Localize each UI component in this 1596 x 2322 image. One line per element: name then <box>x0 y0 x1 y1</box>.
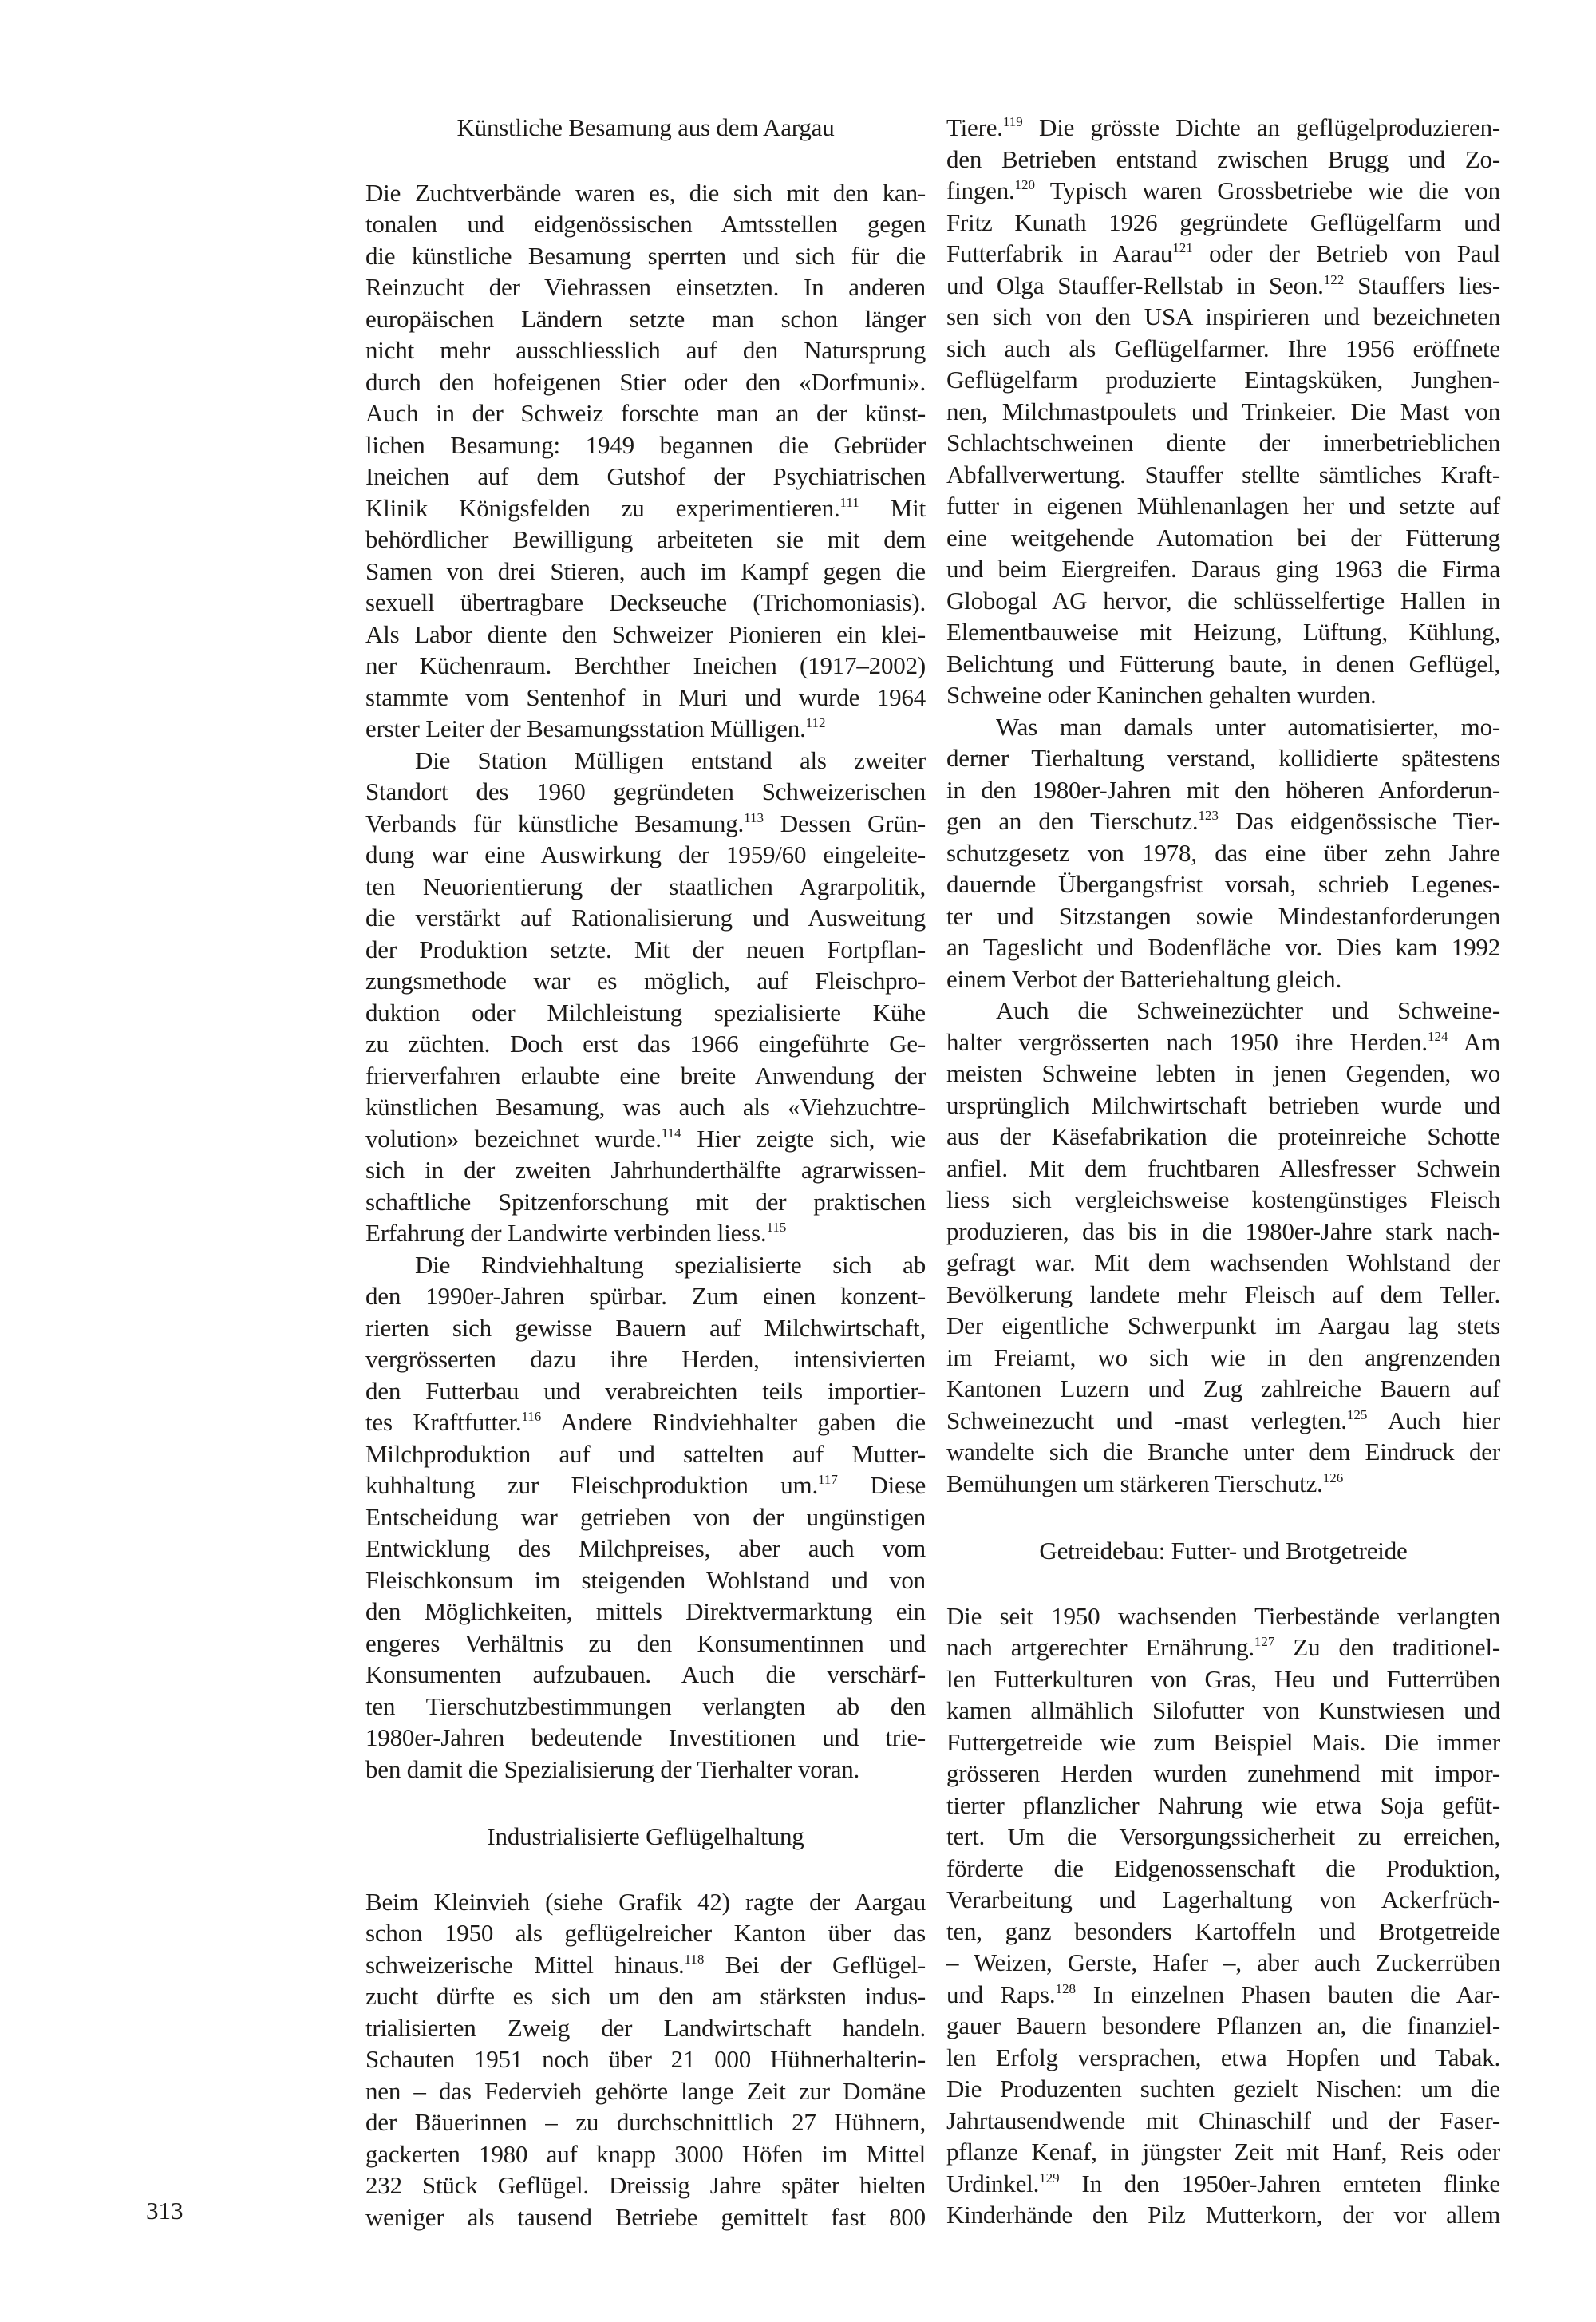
text-line: ten Neuorientierung der staatlichen Agrarpolitik, <box>365 872 926 900</box>
text-line: produzieren, das bis in die 1980er-Jahre stark nach- <box>946 1216 1500 1245</box>
footnote-ref: 123 <box>1198 808 1219 823</box>
text-line: Jahrtausendwende mit Chinaschilf und der Faser- <box>946 2106 1500 2134</box>
footnote-ref: 111 <box>839 494 859 510</box>
text-line: Schauten 1951 noch über 21 000 Hühnerhalterin- <box>365 2045 926 2073</box>
text-line: Was man damals unter automatisierter, mo- <box>996 712 1500 741</box>
text-line: Auch die Schweinezüchter und Schweine- <box>996 996 1500 1024</box>
text-line: liess sich vergleichsweise kostengünstiges Fleisch <box>946 1185 1500 1213</box>
text-line: volution» bezeichnet wurde.$^{114}$ Hier zeigte sich, wie <box>365 1124 926 1153</box>
text-line: Ineichen auf dem Gutshof der Psychiatrischen <box>365 462 926 490</box>
text-line: fingen.$^{120}$ Typisch waren Grossbetriebe wie die von <box>946 176 1500 204</box>
text-line: Futterfabrik in Aarau$^{121}$ oder der Betrieb von Paul <box>946 239 1501 267</box>
text-line: einem Verbot der Batteriehaltung gleich. <box>946 964 1342 993</box>
text-line: anfiel. Mit dem fruchtbaren Allesfresser Schwein <box>946 1153 1500 1182</box>
text-line: kuhhaltung zur Fleischproduktion um.$^{117}$ Diese <box>365 1471 926 1499</box>
text-line: vergrösserten dazu ihre Herden, intensivierten <box>365 1345 926 1373</box>
text-line: weniger als tausend Betriebe gemittelt fast 800 <box>365 2202 926 2231</box>
footnote-ref: 124 <box>1427 1028 1448 1044</box>
footnote-ref: 116 <box>521 1409 542 1424</box>
page-number: 313 <box>146 2197 184 2225</box>
text-line: ter und Sitzstangen sowie Mindestanforderungen <box>946 901 1500 930</box>
text-line: Auch in der Schweiz forschte man an der künst- <box>365 399 926 427</box>
text-line: pflanze Kenaf, in jüngster Zeit mit Hanf, Reis oder <box>946 2138 1500 2166</box>
text-line: sich auch als Geflügelfarmer. Ihre 1956 eröffnete <box>946 334 1500 362</box>
text-line: rierten sich gewisse Bauern auf Milchwirtschaft, <box>365 1313 926 1342</box>
text-line: wandelte sich die Branche unter dem Eindruck der <box>946 1438 1500 1466</box>
text-line: derner Tierhaltung verstand, kollidierte spätestens <box>946 744 1500 772</box>
text-line: Die Produzenten suchten gezielt Nischen: um die <box>946 2075 1500 2102</box>
text-line: und Olga Stauffer-Rellstab in Seon.$^{122}$ Stauffers lies- <box>946 271 1500 299</box>
text-line: Urdinkel.$^{129}$ In den 1950er-Jahren ernteten flinke <box>946 2169 1500 2197</box>
text-line: Die Station Mülligen entstand als zweiter <box>415 746 926 774</box>
text-line: sich in der zweiten Jahrhunderthälfte agrarwissen- <box>365 1156 926 1184</box>
text-line: Schlachtschweinen diente der innerbetrieblichen <box>946 429 1500 457</box>
text-line: durch den hofeigenen Stier oder den «Dorfmuni». <box>365 367 926 396</box>
text-line: Verbands für künstliche Besamung.$^{113}$ Dessen Grün- <box>365 809 926 837</box>
footnote-ref: 129 <box>1039 2170 1060 2186</box>
footnote-ref: 126 <box>1322 1470 1344 1485</box>
text-line: Standort des 1960 gegründeten Schweizerischen <box>365 777 926 805</box>
section-heading: Getreidebau: Futter- und Brotgetreide <box>1039 1537 1408 1564</box>
footnote-ref: 119 <box>1002 114 1023 129</box>
text-line: Reinzucht der Viehrassen einsetzten. In anderen <box>365 273 926 301</box>
text-line: tonalen und eidgenössischen Amtsstellen gegen <box>365 210 926 238</box>
footnote-ref: 127 <box>1254 1634 1275 1649</box>
text-line: ner Küchenraum. Berchther Ineichen (1917–2002) <box>365 651 926 679</box>
footnote-ref: 113 <box>744 809 764 825</box>
text-line: ten, ganz besonders Kartoffeln und Brotgetreide <box>946 1917 1500 1945</box>
text-line: den 1990er-Jahren spürbar. Zum einen konzent- <box>365 1282 926 1310</box>
text-line: Bevölkerung landete mehr Fleisch auf dem Teller. <box>946 1280 1500 1308</box>
text-line: und beim Eiergreifen. Daraus ging 1963 die Firma <box>946 555 1500 583</box>
text-line: 1980er-Jahren bedeutende Investitionen und trie- <box>365 1723 926 1751</box>
text-line: der Bäuerinnen – zu durchschnittlich 27 Hühnern, <box>365 2108 926 2136</box>
text-line: ursprünglich Milchwirtschaft betrieben wurde und <box>946 1090 1500 1119</box>
footnote-ref: 112 <box>805 715 826 730</box>
footnote-ref: 114 <box>661 1125 681 1141</box>
text-line: schaftliche Spitzenforschung mit der praktischen <box>365 1187 926 1216</box>
text-line: lichen Besamung: 1949 begannen die Gebrüder <box>365 430 926 459</box>
text-line: gefragt war. Mit dem wachsenden Wohlstand der <box>946 1248 1500 1276</box>
text-line: Entwicklung des Milchpreises, aber auch vom <box>365 1534 926 1562</box>
text-line: die künstliche Besamung sperrten und sich für die <box>365 241 926 270</box>
text-line: Klinik Königsfelden zu experimentieren.$^{111}$ Mit <box>365 493 926 522</box>
text-line: europäischen Ländern setzte man schon länger <box>365 304 926 333</box>
text-line: der Produktion setzte. Mit der neuen Fortpflan- <box>365 935 926 963</box>
text-line: ben damit die Spezialisierung der Tierhalter voran. <box>365 1754 860 1783</box>
text-line: förderte die Eidgenossenschaft die Produktion, <box>946 1853 1500 1882</box>
text-line: len Futterkulturen von Gras, Heu und Futterrüben <box>946 1664 1500 1693</box>
text-line: Entscheidung war getrieben von der ungünstigen <box>365 1502 926 1531</box>
text-line: erster Leiter der Besamungsstation Mülligen.$^{112}$ <box>365 714 826 742</box>
footnote-ref: 120 <box>1014 177 1036 192</box>
text-line: meisten Schweine lebten in jenen Gegenden, wo <box>946 1059 1500 1087</box>
text-line: Futtergetreide wie zum Beispiel Mais. Die immer <box>946 1727 1500 1756</box>
text-line: grösseren Herden wurden zunehmend mit impor- <box>946 1759 1500 1787</box>
text-line: futter in eigenen Mühlenanlagen her und setzte auf <box>946 492 1500 520</box>
text-line: zu züchten. Doch erst das 1966 eingeführte Ge- <box>365 1030 926 1058</box>
text-line: schutzgesetz von 1978, das eine über zehn Jahre <box>946 838 1500 867</box>
text-line: aus der Käsefabrikation die proteinreiche Schotte <box>946 1122 1500 1150</box>
text-line: Erfahrung der Landwirte verbinden liess.$^{115}$ <box>365 1219 787 1247</box>
text-line: tes Kraftfutter.$^{116}$ Andere Rindviehhalter gaben die <box>365 1408 926 1436</box>
text-line: Fritz Kunath 1926 gegründete Geflügelfarm und <box>946 208 1500 236</box>
text-line: Beim Kleinvieh (siehe Grafik 42) ragte der Aargau <box>365 1887 926 1916</box>
text-line: den Betrieben entstand zwischen Brugg und Zo- <box>946 144 1500 173</box>
text-line: Die seit 1950 wachsenden Tierbestände verlangten <box>946 1601 1500 1630</box>
text-line: Bemühungen um stärkeren Tierschutz.$^{126}$ <box>946 1469 1344 1497</box>
text-line: zungsmethode war es möglich, auf Fleischpro- <box>365 967 926 995</box>
text-line: gauer Bauern besondere Pflanzen an, die finanziel- <box>946 2011 1500 2039</box>
text-line: frierverfahren erlaubte eine breite Anwendung der <box>365 1061 926 1090</box>
text-line: Belichtung und Fütterung baute, in denen Geflügel, <box>946 649 1500 678</box>
footnote-ref: 118 <box>684 1951 705 1967</box>
footnote-ref: 122 <box>1323 271 1345 287</box>
text-line: nicht mehr ausschliesslich auf den Natursprung <box>365 336 926 364</box>
text-line: Geflügelfarm produzierte Eintagsküken, Junghen- <box>946 366 1500 394</box>
section-heading: Künstliche Besamung aus dem Aargau <box>456 113 835 141</box>
text-line: sen sich von den USA inspirieren und bezeichneten <box>946 303 1500 330</box>
text-line: stammte vom Sentenhof in Muri und wurde 1964 <box>365 682 926 711</box>
footnote-ref: 125 <box>1346 1406 1368 1422</box>
left-text-column <box>365 112 926 2233</box>
text-line: Abfallverwertung. Stauffer stellte sämtliches Kraft- <box>946 460 1500 489</box>
text-line: nen, Milchmastpoulets und Trinkeier. Die Mast von <box>946 397 1500 425</box>
right-text-column <box>946 112 1500 2231</box>
footnote-ref: 128 <box>1055 1980 1076 1996</box>
text-line: nach artgerechter Ernährung.$^{127}$ Zu den traditionel- <box>946 1633 1500 1661</box>
text-line: Schweinezucht und -mast verlegten.$^{125}$ Auch hier <box>946 1406 1500 1434</box>
text-line: die verstärkt auf Rationalisierung und Ausweitung <box>365 904 926 932</box>
text-line: eine weitgehende Automation bei der Fütterung <box>946 523 1500 552</box>
text-line: Milchproduktion auf und sattelten auf Mutter- <box>365 1439 926 1468</box>
text-line: den Futterbau und verabreichten teils importier- <box>365 1376 926 1405</box>
text-line: Schweine oder Kaninchen gehalten wurden. <box>946 681 1377 709</box>
text-line: zucht dürfte es sich um den am stärksten indus- <box>365 1982 926 2010</box>
footnote-ref: 115 <box>766 1220 787 1235</box>
text-line: gen an den Tierschutz.$^{123}$ Das eidgenössische Tier- <box>946 807 1500 835</box>
text-line: sexuell übertragbare Deckseuche (Trichomoniasis). <box>365 588 926 616</box>
text-line: Als Labor diente den Schweizer Pionieren ein klei- <box>365 619 926 648</box>
text-line: kamen allmählich Silofutter von Kunstwiesen und <box>946 1696 1500 1724</box>
text-line: engeres Verhältnis zu den Konsumentinnen und <box>365 1628 926 1657</box>
text-line: nen – das Federvieh gehörte lange Zeit zur Domäne <box>365 2076 926 2105</box>
text-line: 232 Stück Geflügel. Dreissig Jahre später hielten <box>365 2171 926 2199</box>
section-heading: Industrialisierte Geflügelhaltung <box>487 1822 804 1850</box>
text-line: Globogal AG hervor, die schlüsselfertige Hallen in <box>946 586 1500 615</box>
text-line: Die Rindviehhaltung spezialisierte sich ab <box>415 1250 926 1279</box>
text-line: gackerten 1980 auf knapp 3000 Höfen im Mittel <box>365 2139 926 2168</box>
text-line: Elementbauweise mit Heizung, Lüftung, Kühlung, <box>946 618 1500 646</box>
footnote-ref: 117 <box>818 1472 838 1487</box>
text-line: und Raps.$^{128}$ In einzelnen Phasen bauten die Aar- <box>946 1980 1500 2008</box>
text-line: dung war eine Auswirkung der 1959/60 eingeleite- <box>365 841 926 868</box>
text-line: trialisierten Zweig der Landwirtschaft handeln. <box>365 2013 926 2042</box>
text-line: tierter pflanzlicher Nahrung wie etwa Soja gefüt- <box>946 1790 1500 1819</box>
text-line: Konsumenten aufzubauen. Auch die verschärf- <box>365 1660 926 1688</box>
text-line: halter vergrösserten nach 1950 ihre Herden.$^{124}$ Am <box>946 1027 1500 1056</box>
text-line: Tiere.$^{119}$ Die grösste Dichte an geflügelproduzieren- <box>946 113 1500 141</box>
text-line: dauernde Übergangsfrist vorsah, schrieb Legenes- <box>946 870 1500 898</box>
text-line: Der eigentliche Schwerpunkt im Aargau lag stets <box>946 1311 1500 1339</box>
text-line: ten Tierschutzbestimmungen verlangten ab den <box>365 1691 926 1720</box>
text-line: duktion oder Milchleistung spezialisierte Kühe <box>365 998 926 1027</box>
text-line: in den 1980er-Jahren mit den höheren Anforderun- <box>946 775 1500 804</box>
text-line: Fleischkonsum im steigenden Wohlstand und von <box>365 1565 926 1594</box>
text-line: Kantonen Luzern und Zug zahlreiche Bauern auf <box>946 1375 1500 1402</box>
text-line: – Weizen, Gerste, Hafer –, aber auch Zuckerrüben <box>946 1948 1500 1976</box>
text-line: im Freiamt, wo sich wie in den angrenzenden <box>946 1343 1500 1371</box>
text-line: len Erfolg versprachen, etwa Hopfen und Tabak. <box>946 2043 1500 2071</box>
text-line: Die Zuchtverbände waren es, die sich mit den kan- <box>365 178 926 207</box>
text-line: künstlichen Besamung, was auch als «Viehzuchtre- <box>365 1093 926 1121</box>
text-line: schweizerische Mittel hinaus.$^{118}$ Bei der Geflügel- <box>365 1950 926 1979</box>
text-line: schon 1950 als geflügelreicher Kanton über das <box>365 1919 926 1947</box>
text-line: Samen von drei Stieren, auch im Kampf gegen die <box>365 556 926 585</box>
text-line: Verarbeitung und Lagerhaltung von Ackerfrüch- <box>946 1885 1500 1913</box>
text-line: den Möglichkeiten, mittels Direktvermarktung ein <box>365 1597 926 1625</box>
text-line: an Tageslicht und Bodenfläche vor. Dies kam 1992 <box>946 933 1500 961</box>
text-line: tert. Um die Versorgungssicherheit zu erreichen, <box>946 1822 1500 1850</box>
footnote-ref: 121 <box>1172 240 1193 255</box>
text-line: Kinderhände den Pilz Mutterkorn, der vor allem <box>946 2201 1500 2229</box>
text-line: behördlicher Bewilligung arbeiteten sie mit dem <box>365 525 926 553</box>
